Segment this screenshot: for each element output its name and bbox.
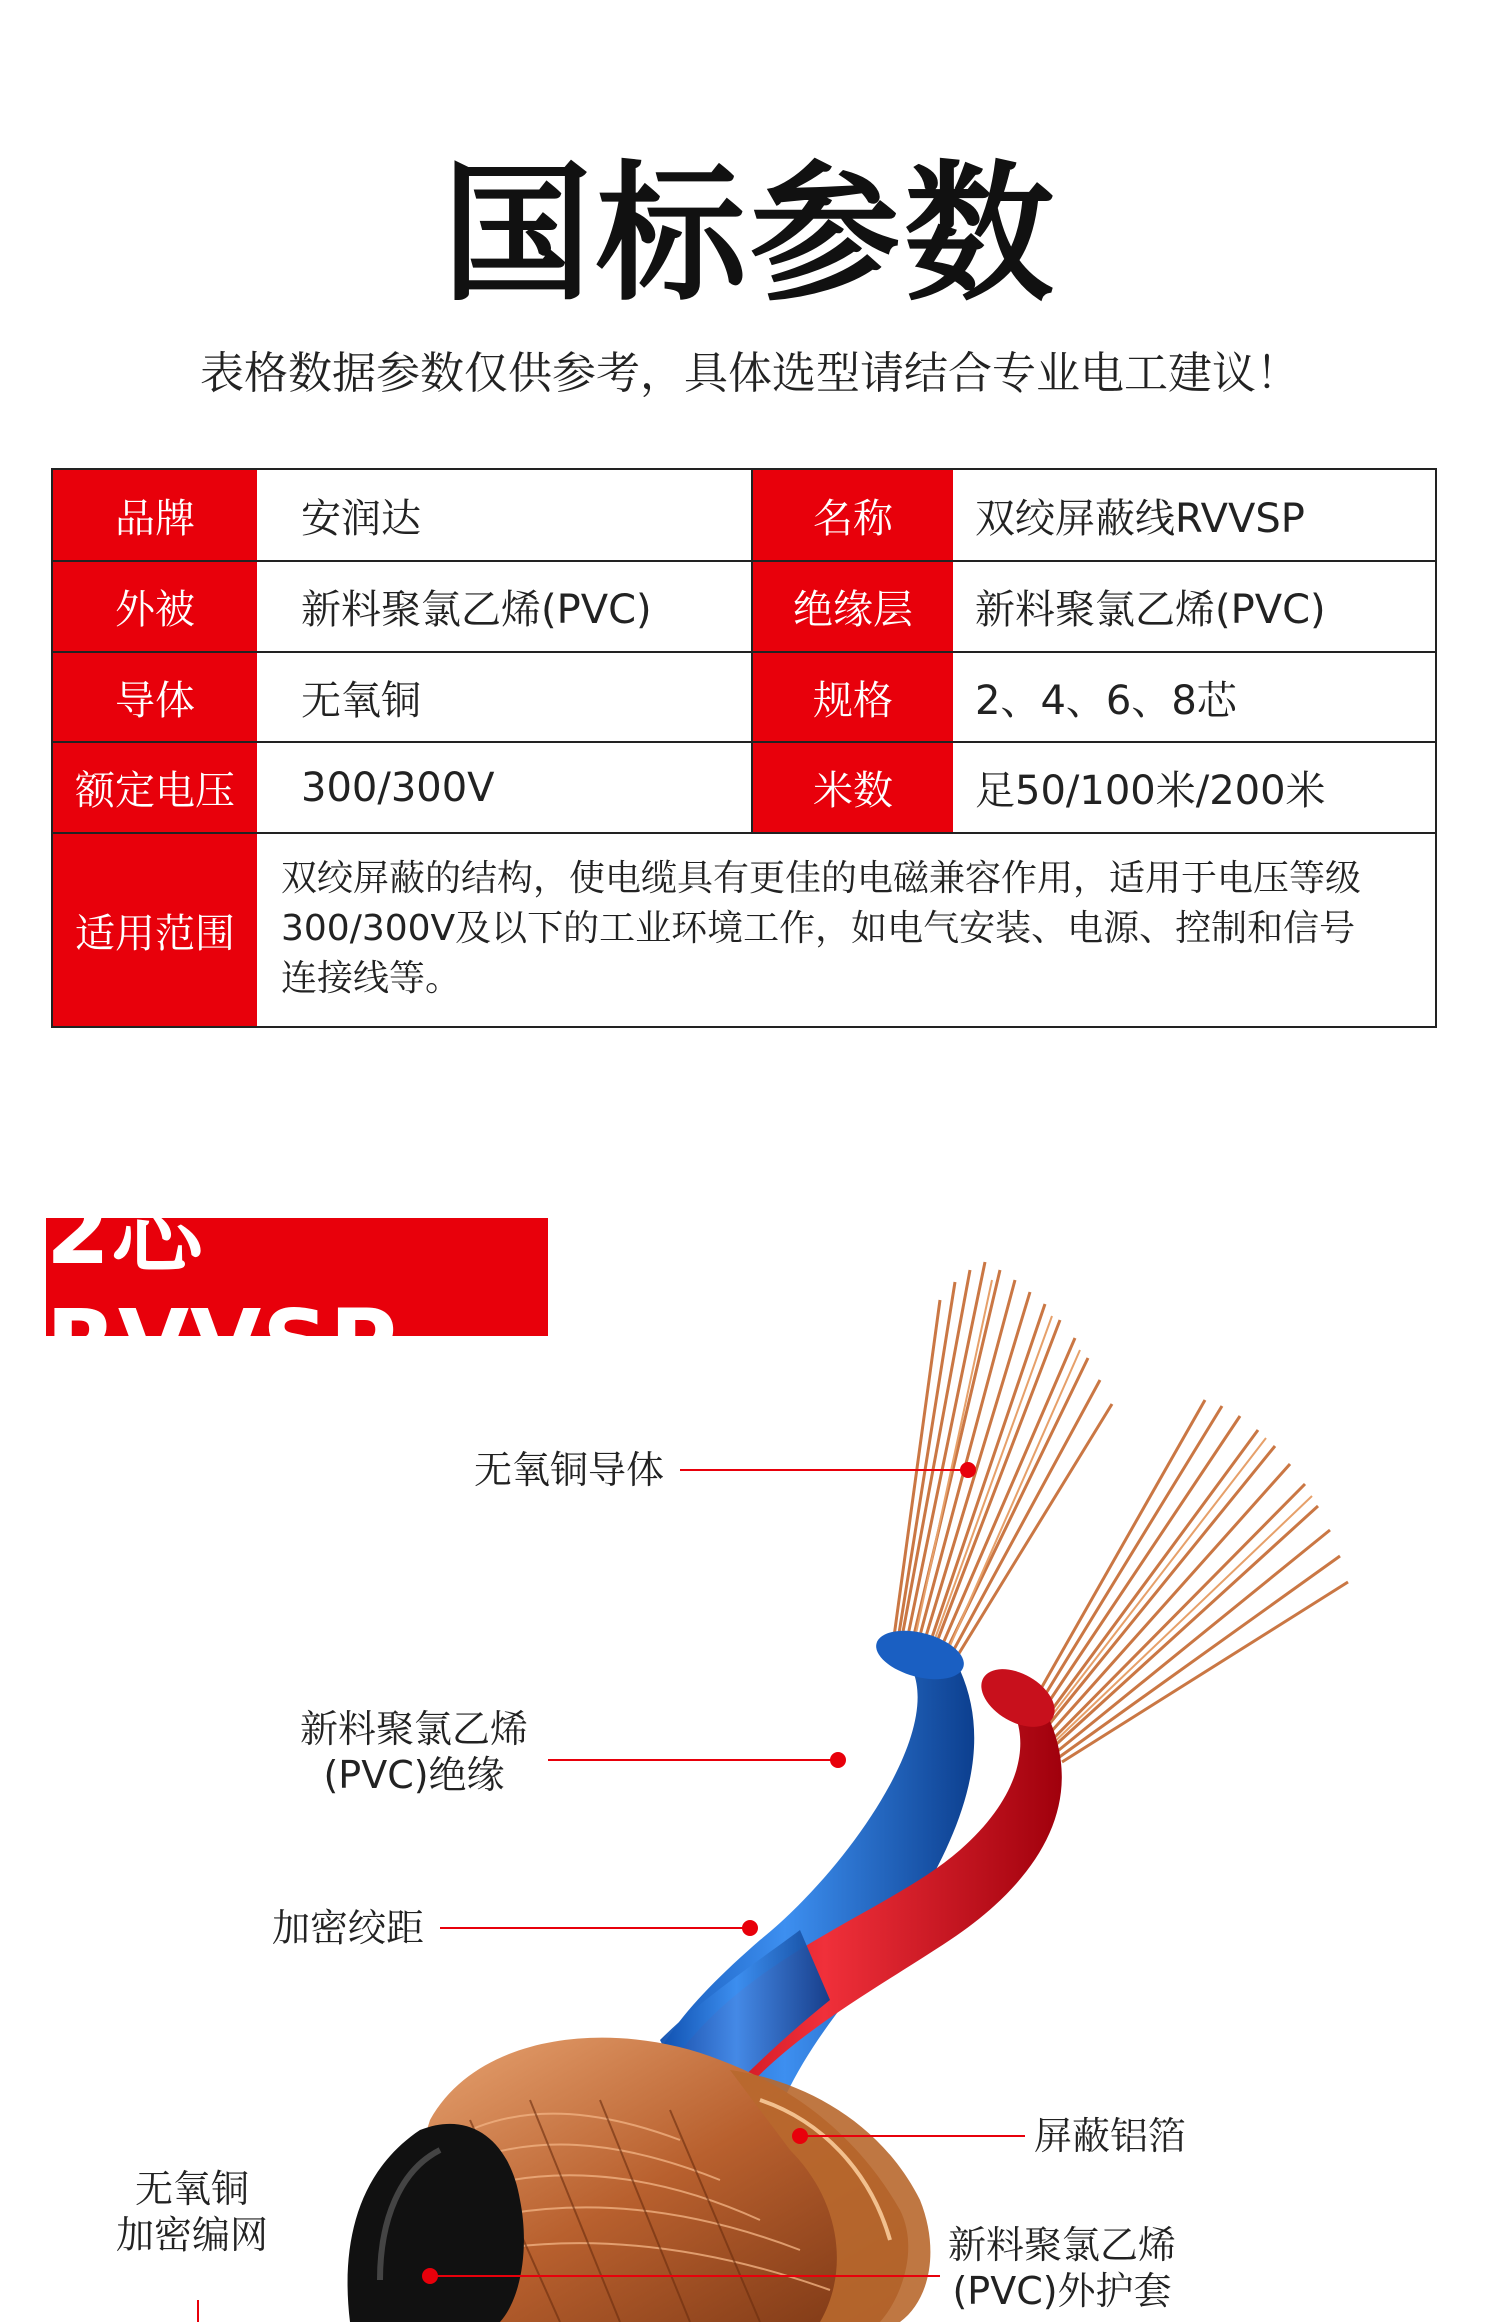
table-row [53, 653, 1435, 743]
table-row [53, 562, 1435, 653]
callout-sheath [948, 2222, 1176, 2314]
row-value-conductor: 无氧铜 [301, 677, 421, 724]
copper-strands-icon [1022, 1400, 1348, 1762]
row-label-voltage: 额定电压 [53, 743, 257, 832]
row-label-insulation: 绝缘层 [753, 562, 953, 651]
usage-line: 双绞屏蔽的结构，使电缆具有更佳的电磁兼容作用，适用于电压等级 [281, 858, 1362, 899]
table-row [53, 743, 1435, 834]
cable-illustration [0, 1240, 1500, 2322]
callout-braid [116, 2166, 268, 2258]
usage-description [257, 834, 1435, 1026]
row-label-name: 名称 [753, 470, 953, 560]
callout-conductor: 无氧铜导体 [474, 1448, 665, 1492]
page-subtitle: 表格数据参数仅供参考，具体选型请结合专业电工建议！ [200, 348, 1300, 399]
copper-strands-icon [893, 1262, 1112, 1668]
row-label-sheath: 外被 [53, 562, 257, 651]
table-row [53, 834, 1435, 1026]
row-label-length: 米数 [753, 743, 953, 832]
row-value-insulation: 新料聚氯乙烯(PVC) [975, 587, 1326, 633]
callout-twist: 加密绞距 [272, 1906, 425, 1950]
callout-text: (PVC)绝缘 [323, 1753, 505, 1797]
usage-line: 300/300V及以下的工业环境工作，如电气安装、电源、控制和信号 [281, 908, 1356, 949]
row-label-conductor: 导体 [53, 653, 257, 741]
row-value-length: 足50/100米/200米 [975, 768, 1326, 814]
row-label-brand: 品牌 [53, 470, 257, 560]
callout-text: 无氧铜 [135, 2167, 250, 2211]
row-label-usage: 适用范围 [53, 834, 257, 1026]
row-value-voltage: 300/300V [301, 764, 495, 811]
row-label-spec: 规格 [753, 653, 953, 741]
row-value-sheath: 新料聚氯乙烯(PVC) [301, 587, 652, 633]
callout-text: 新料聚氯乙烯 [948, 2223, 1177, 2267]
callout-text: (PVC)外护套 [952, 2269, 1172, 2313]
row-value-spec: 2、4、6、8芯 [975, 677, 1237, 724]
callout-text: 新料聚氯乙烯 [300, 1707, 529, 1751]
callout-text: 加密编网 [116, 2213, 269, 2257]
usage-line: 连接线等。 [281, 958, 462, 999]
callout-foil: 屏蔽铝箔 [1034, 2114, 1187, 2158]
row-value-name: 双绞屏蔽线RVVSP [975, 495, 1305, 542]
row-value-brand: 安润达 [301, 495, 421, 542]
product-badge: 2芯RVVSP [46, 1218, 548, 1336]
table-row [53, 470, 1435, 562]
page-title: 国标参数 [441, 148, 1058, 322]
spec-table [51, 468, 1437, 1028]
callout-insulation [300, 1706, 528, 1798]
